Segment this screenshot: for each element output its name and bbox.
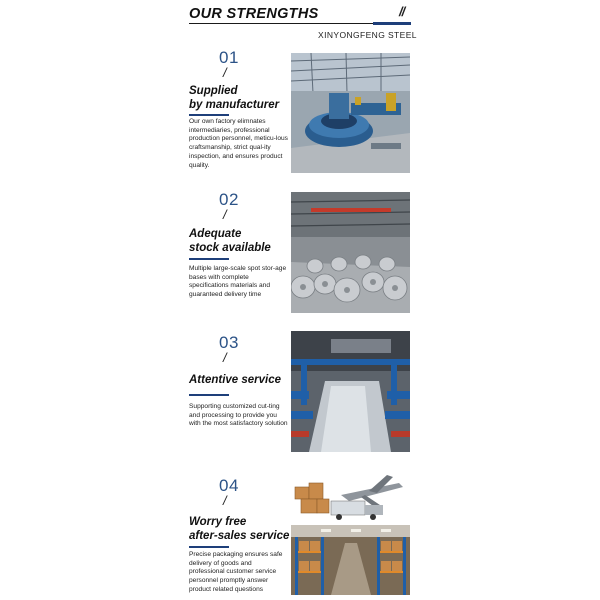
- section-description: Supporting customized cut-ting and processing to provide you with the most satisfactory solution: [189, 403, 288, 428]
- section-accent-bar: [189, 394, 229, 396]
- section-number: 01: [219, 48, 239, 67]
- title-divider: [189, 23, 373, 24]
- section-heading: [189, 515, 289, 543]
- section-slash: /: [223, 65, 227, 80]
- strength-section-01: [188, 48, 412, 176]
- steel-sheet-processing-line-photo: [291, 331, 410, 452]
- section-accent-bar: [189, 258, 229, 260]
- steel-coil-warehouse-photo: [291, 192, 410, 313]
- section-heading-line: by manufacturer: [189, 99, 280, 111]
- section-slash: /: [223, 350, 227, 365]
- title-slashes: //: [399, 4, 405, 19]
- strength-section-03: [188, 333, 412, 458]
- section-description: Multiple large-scale spot stor-age bases with complete specifications materials and guaranteed delivery time: [189, 265, 287, 299]
- section-heading: [189, 84, 279, 112]
- factory-spiral-mill-photo: [291, 53, 410, 173]
- section-heading-line: Adequate: [189, 228, 242, 240]
- section-description: Precise packaging ensures safe delivery of goods and professional customer service personnel promptly answer product related questions: [189, 551, 283, 593]
- strength-section-04: [188, 476, 412, 600]
- title-accent-bar: [373, 22, 411, 25]
- strength-section-02: [188, 190, 412, 318]
- section-number: 04: [219, 476, 239, 495]
- section-heading-line: stock available: [189, 242, 271, 254]
- section-heading-line: Supplied: [189, 85, 238, 97]
- section-heading-line: after-sales service: [189, 530, 290, 542]
- section-heading: [189, 373, 281, 387]
- section-heading-line: Attentive service: [189, 374, 282, 386]
- section-accent-bar: [189, 114, 229, 116]
- page-title: OUR STRENGTHS: [189, 6, 319, 22]
- section-number: 02: [219, 190, 239, 209]
- section-slash: /: [223, 207, 227, 222]
- section-accent-bar: [189, 546, 229, 548]
- company-name: XINYONGFENG STEEL: [318, 30, 417, 40]
- logistics-warehouse-photo: [291, 473, 410, 595]
- section-heading: [189, 227, 271, 255]
- section-slash: /: [223, 493, 227, 508]
- section-description: Our own factory elimnates intermediaries, professional production personnel, meticu-lous craftsmanship, strict qual-ity inspection, and ensures product quality.: [189, 118, 288, 169]
- section-heading-line: Worry free: [189, 516, 247, 528]
- section-number: 03: [219, 333, 239, 352]
